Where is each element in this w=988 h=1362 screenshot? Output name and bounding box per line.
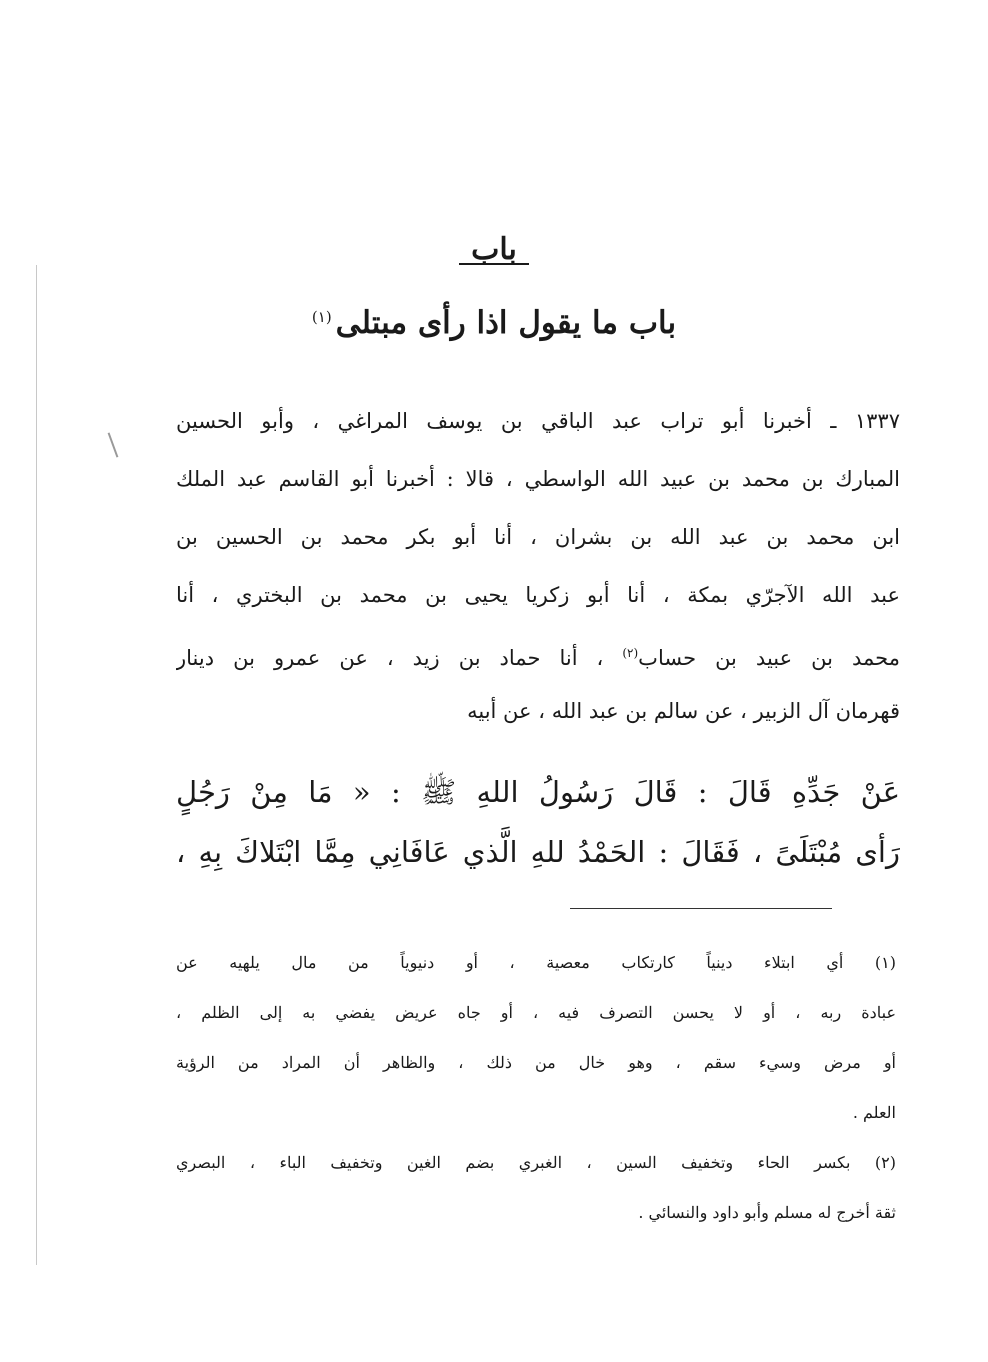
hadith-text [176,762,900,882]
hadith-chain-paragraph [176,392,900,740]
footnote-2-line-1: (٢) بكسر الحاء وتخفيف السين ، الغبري بضم الغين وتخفيف الباء ، البصري [176,1153,896,1172]
chain-line-3: ابن محمد بن عبد الله بن بشران ، أنا أبو بكر محمد بن الحسين بن [176,525,900,549]
chain-line-5-start: محمد بن عبيد بن حساب [638,646,900,670]
footnotes [176,938,896,1238]
chapter-heading-text: باب [471,232,517,267]
footnote-1-line-1: (١) أي ابتلاء دينياً كارتكاب معصية ، أو دنيوياً من مال يلهيه عن [176,953,896,972]
chain-line-5 [176,624,900,682]
footnote-1-line-4: العلم . [852,1103,896,1122]
chain-line-1: ١٣٣٧ ـ أخبرنا أبو تراب عبد الباقي بن يوسف المراغي ، وأبو الحسين [176,409,900,433]
chain-line-5-end: ، أنا حماد بن زيد ، عن عمرو بن دينار [176,646,623,670]
hadith-line-1: عَنْ جَدِّهِ قَالَ : قَالَ رَسُولُ اللهِ ﷺ : « مَا مِنْ رَجُلٍ [176,775,900,809]
hadith-line-2: رَأى مُبْتَلَىً ، فَقَالَ : الحَمْدُ للهِ الَّذي عَافَانِي مِمَّا ابْتَلاكَ بِهِ ، [176,835,900,869]
chain-line-2: المبارك بن محمد بن عبيد الله الواسطي ، قالا : أخبرنا أبو القاسم عبد الملك [176,467,900,491]
chapter-heading [0,232,988,265]
scan-margin-line [36,265,37,1265]
chain-footnote-ref: (٢) [622,646,639,660]
section-footnote-ref: (١) [311,307,332,326]
footnote-1-line-2: عبادة ربه ، أو لا يحسن التصرف فيه ، أو جاه عريض يفضي به إلى الظلم ، [176,1003,896,1022]
footnote-1-line-3: أو مرض وسيء سقم ، وهو خال من ذلك ، والظاهر أن المراد من الرؤية [176,1053,896,1072]
section-title [0,305,988,341]
section-title-text: باب ما يقول اذا رأى مبتلى [335,305,677,341]
scan-mark [108,432,119,457]
footnote-separator [570,908,832,909]
chain-line-4: عبد الله الآجرّي بمكة ، أنا أبو زكريا يحيى بن محمد بن البختري ، أنا [176,583,900,607]
chain-line-6: قهرمان آل الزبير ، عن سالم بن عبد الله ، عن أبيه [467,699,900,723]
footnote-2-line-2: ثقة أخرج له مسلم وأبو داود والنسائي . [638,1203,896,1222]
